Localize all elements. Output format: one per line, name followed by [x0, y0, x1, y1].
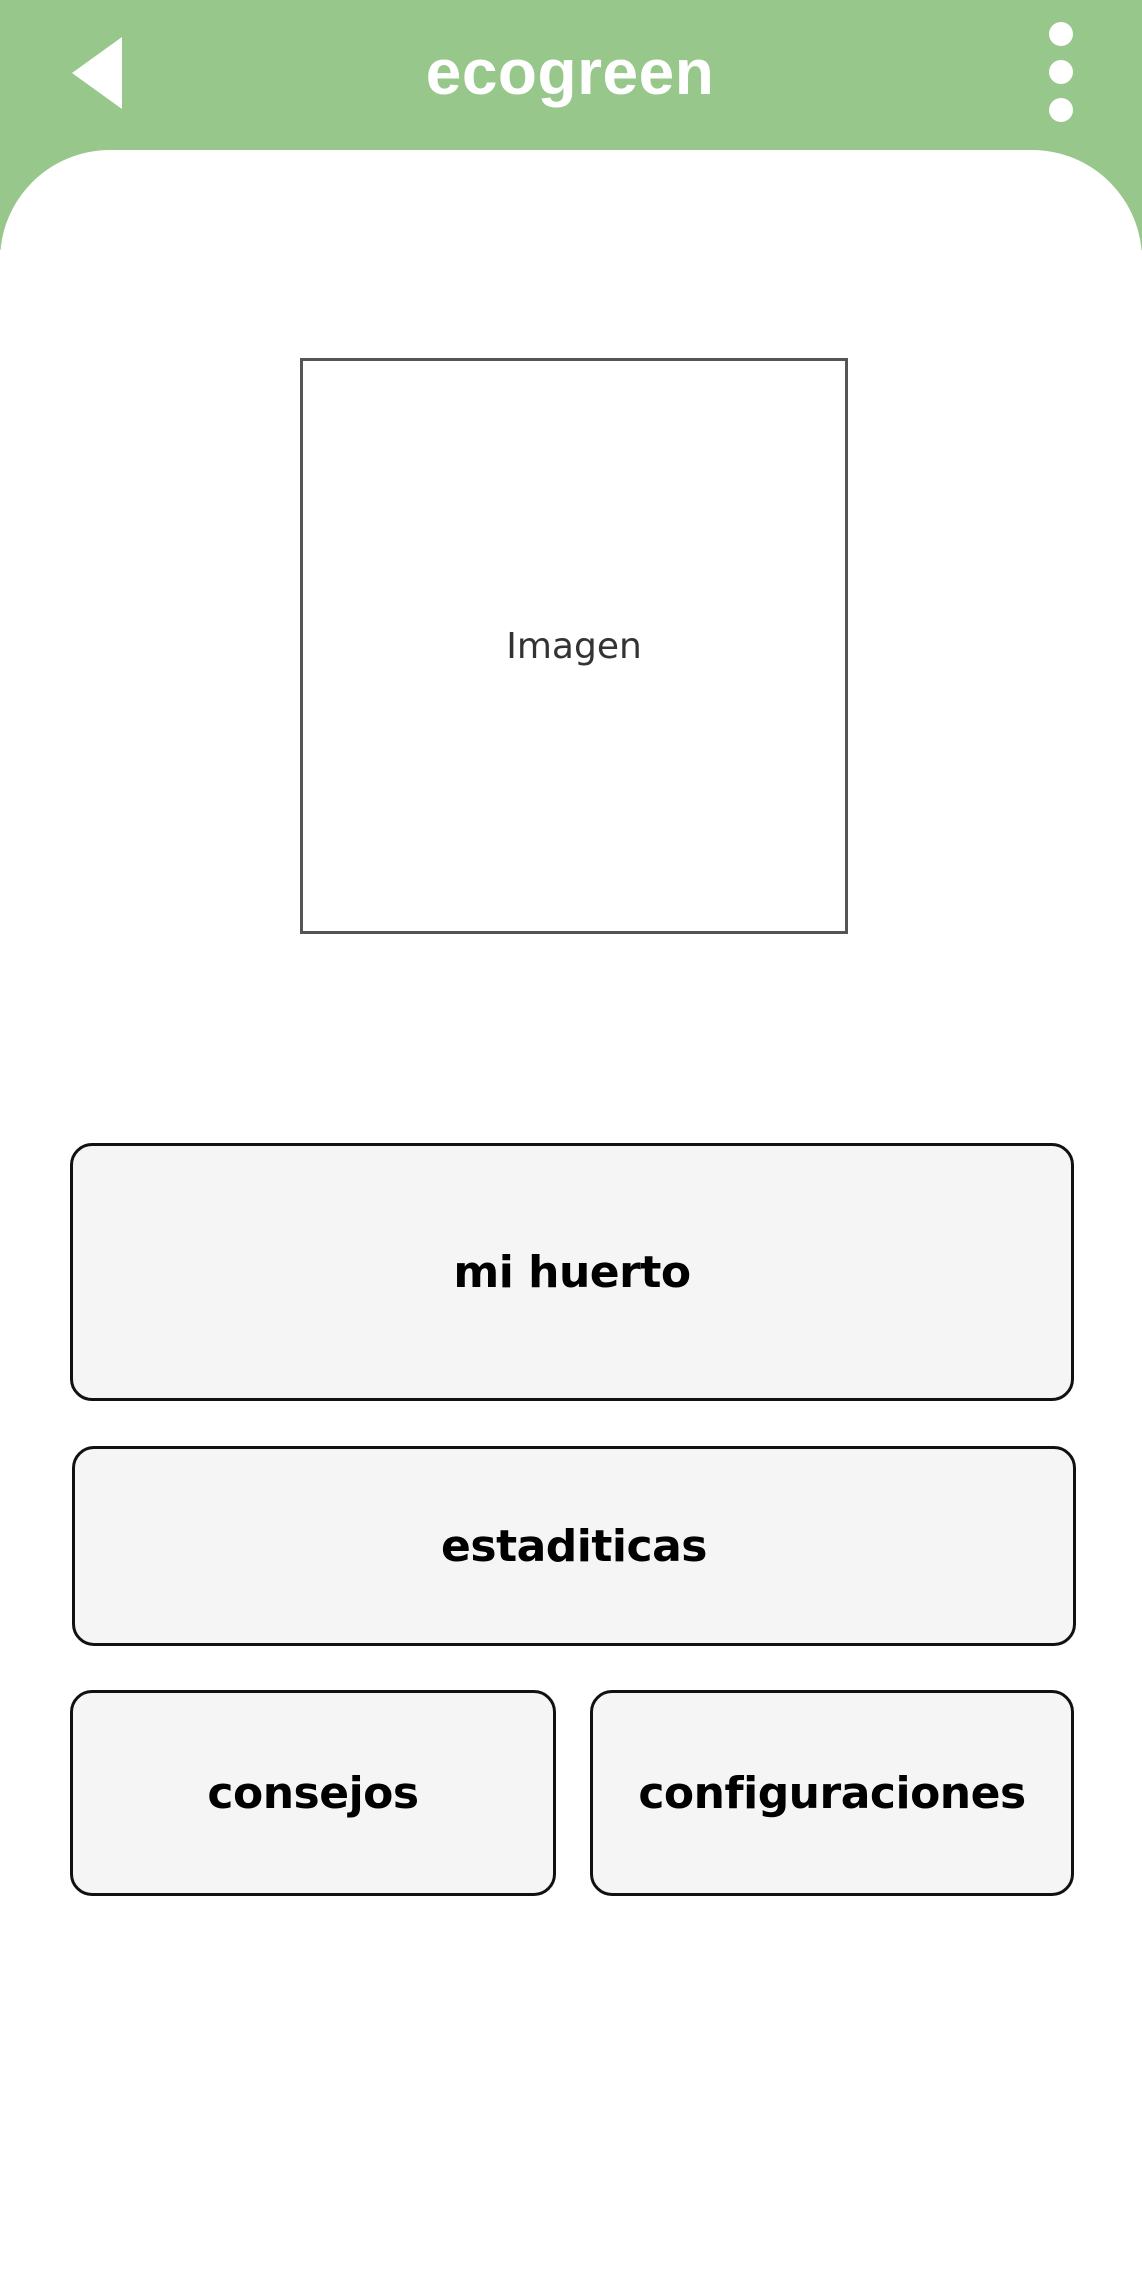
back-button[interactable]: [58, 28, 138, 118]
kebab-menu-icon: [1049, 98, 1073, 122]
estadisticas-button[interactable]: estaditicas: [72, 1446, 1076, 1646]
kebab-menu-icon: [1049, 60, 1073, 84]
consejos-button[interactable]: consejos: [70, 1690, 556, 1896]
overflow-menu-button[interactable]: [1030, 18, 1092, 128]
image-placeholder: [300, 358, 848, 934]
kebab-menu-icon: [1049, 22, 1073, 46]
configuraciones-button[interactable]: configuraciones: [590, 1690, 1074, 1896]
mi-huerto-button[interactable]: mi huerto: [70, 1143, 1074, 1401]
back-triangle-icon: [68, 33, 128, 113]
image-placeholder-label: Imagen: [506, 625, 642, 667]
app-title: ecogreen: [425, 36, 715, 108]
